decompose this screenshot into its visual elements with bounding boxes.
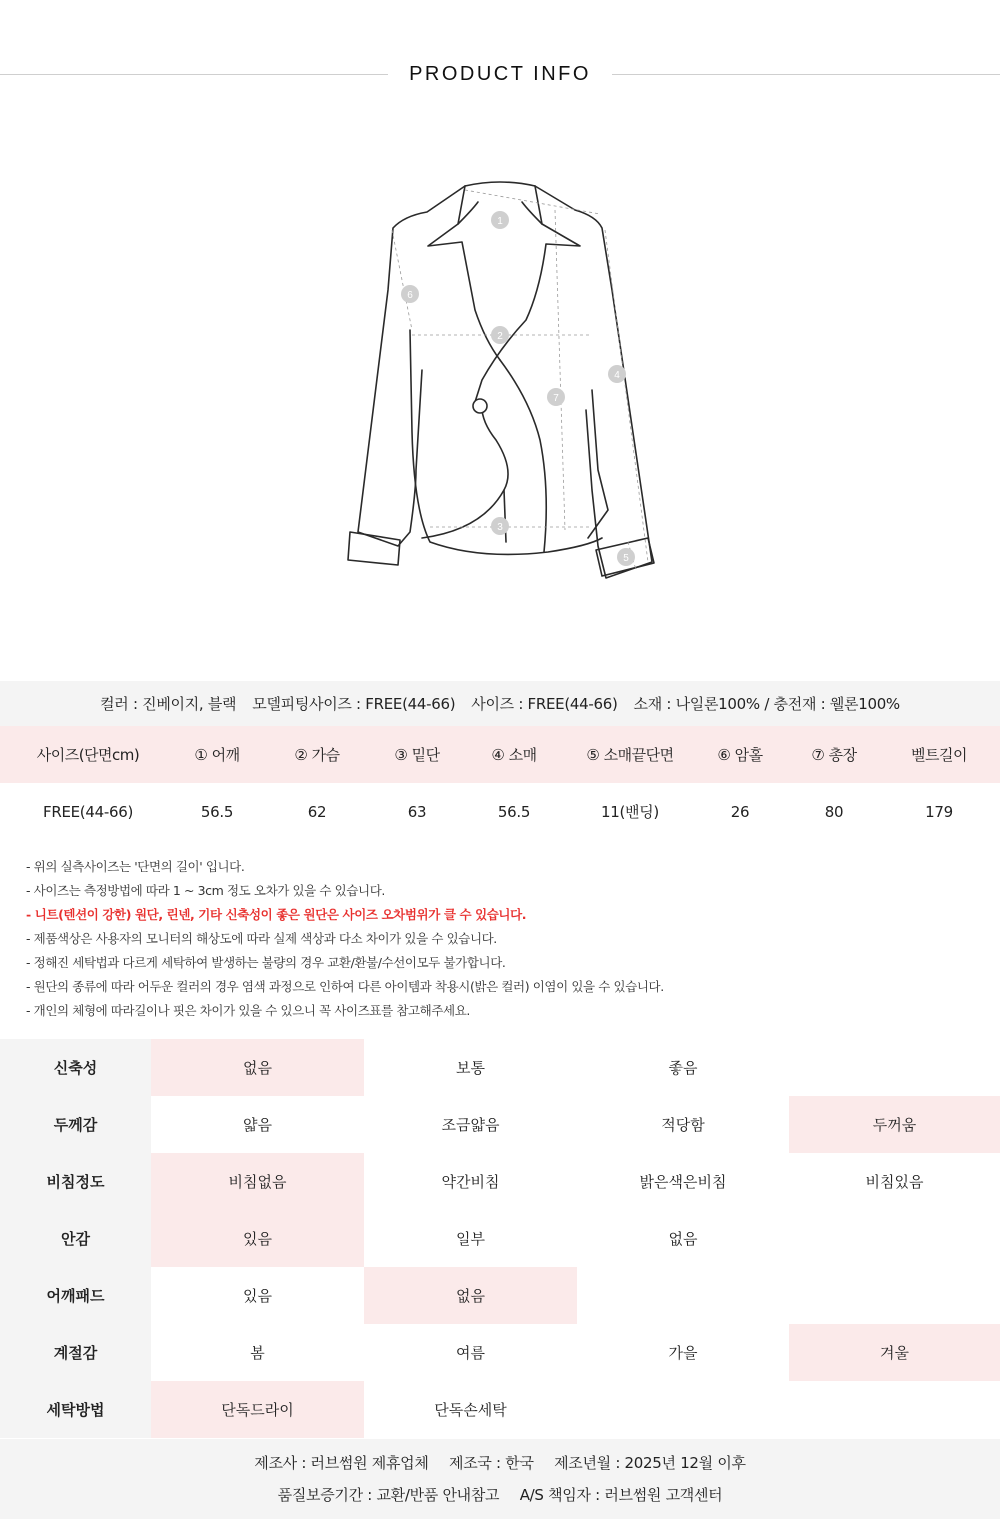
attribute-option: 있음 [151,1267,364,1324]
size-cell: FREE(44-66) [43,802,133,821]
size-cell: 62 [307,802,327,821]
attribute-option: 조금얇음 [364,1096,577,1153]
attribute-option [789,1267,1000,1324]
attribute-option: 없음 [151,1039,364,1096]
note-item: - 원단의 종류에 따라 어두운 컬러의 경우 염색 과정으로 인하여 다른 아이템과 착용시(밝은 컬러) 이염이 있을 수 있습니다. [26,979,664,994]
jacket-illustration [330,170,670,590]
note-item: - 제품색상은 사용자의 모니터의 해상도에 따라 실제 색상과 다소 차이가 있을 수 있습니다. [26,931,497,946]
footer-row-2 [270,1479,731,1511]
info-color: 컬러 : 진베이지, 블랙 [100,695,237,713]
measure-marker-5 [617,548,635,566]
svg-text:2: 2 [497,331,503,342]
size-cell: 179 [925,802,953,821]
size-cell: 56.5 [497,802,531,821]
attribute-option [577,1267,789,1324]
measure-marker-6 [401,285,419,303]
note-item: - 위의 실측사이즈는 '단면의 길이' 입니다. [26,859,245,874]
attribute-label: 계절감 [0,1324,151,1381]
attribute-option: 좋음 [577,1039,789,1096]
attribute-option: 두꺼움 [789,1096,1000,1153]
notes-list [26,855,986,1023]
note-item: - 사이즈는 측정방법에 따라 1 ~ 3cm 정도 오차가 있을 수 있습니다. [26,883,385,898]
measure-marker-4 [608,365,626,383]
note-item-warning: - 니트(텐션이 강한) 원단, 린넨, 기타 신축성이 좋은 원단은 사이즈 오차범위가 클 수 있습니다. [26,907,527,922]
attribute-label: 비침정도 [0,1153,151,1210]
size-cell: 80 [824,802,844,821]
size-header-cell: ③ 밑단 [376,726,458,783]
measure-marker-7 [547,388,565,406]
attribute-row [0,1153,1000,1210]
size-cell: 26 [730,802,750,821]
product-info-header [0,0,1000,150]
measure-marker-2 [491,326,509,344]
attribute-row [0,1039,1000,1096]
page-title: PRODUCT INFO [409,63,591,85]
attribute-option: 밝은색은비침 [577,1153,789,1210]
button-icon [473,399,487,413]
attribute-label: 세탁방법 [0,1381,151,1438]
measure-marker-3 [491,517,509,535]
note-item: - 정해진 세탁법과 다르게 세탁하여 발생하는 불량의 경우 교환/환불/수선이모두 불가합니다. [26,955,506,970]
attribute-label: 어깨패드 [0,1267,151,1324]
product-basic-info [0,681,1000,726]
info-material: 소재 : 나일론100% / 충전재 : 웰론100% [633,695,900,713]
attribute-option: 있음 [151,1210,364,1267]
svg-text:3: 3 [497,522,503,533]
attribute-option: 가을 [577,1324,789,1381]
attribute-label: 두께감 [0,1096,151,1153]
footer-country: 제조국 : 한국 [449,1454,534,1472]
attribute-option [789,1381,1000,1438]
attribute-option: 단독손세탁 [364,1381,577,1438]
header-divider-right [612,74,1000,75]
size-table-header [0,726,1000,783]
attribute-label: 신축성 [0,1039,151,1096]
size-header-cell: ① 어깨 [176,726,258,783]
attribute-option: 봄 [151,1324,364,1381]
size-header-cell: ② 가슴 [258,726,376,783]
attribute-row [0,1381,1000,1438]
footer-warranty: 품질보증기간 : 교환/반품 안내참고 [277,1486,500,1504]
size-cell: 11(밴딩) [601,803,659,821]
size-header-cell: 사이즈(단면cm) [0,726,176,783]
footer-as: A/S 책임자 : 러브썸원 고객센터 [519,1486,723,1504]
svg-text:4: 4 [614,370,620,381]
attribute-option: 보통 [364,1039,577,1096]
attribute-row [0,1267,1000,1324]
size-header-cell: ④ 소매 [458,726,570,783]
attribute-table [0,1039,1000,1438]
svg-text:7: 7 [553,393,559,404]
attribute-option: 일부 [364,1210,577,1267]
size-header-cell: 벨트길이 [878,726,1000,783]
attribute-option: 단독드라이 [151,1381,364,1438]
footer-date: 제조년월 : 2025년 12월 이후 [554,1454,746,1472]
attribute-row [0,1210,1000,1267]
note-item: - 개인의 체형에 따라길이나 핏은 차이가 있을 수 있으니 꼭 사이즈표를 참고해주세요. [26,1003,470,1018]
info-model-size: 모델피팅사이즈 : FREE(44-66) [252,695,456,713]
attribute-option [577,1381,789,1438]
info-size: 사이즈 : FREE(44-66) [471,695,618,713]
svg-text:1: 1 [497,216,503,227]
attribute-row [0,1096,1000,1153]
attribute-option [789,1210,1000,1267]
size-header-cell: ⑥ 암홀 [690,726,790,783]
attribute-option: 없음 [577,1210,789,1267]
attribute-option [789,1039,1000,1096]
size-table [0,726,1000,840]
size-cell: 63 [407,802,427,821]
attribute-option: 비침있음 [789,1153,1000,1210]
attribute-option: 겨울 [789,1324,1000,1381]
footer-maker: 제조사 : 러브썸원 제휴업체 [254,1454,429,1472]
svg-text:6: 6 [407,290,413,301]
attribute-option: 여름 [364,1324,577,1381]
attribute-row [0,1324,1000,1381]
footer-row-1 [246,1447,753,1479]
attribute-option: 약간비침 [364,1153,577,1210]
attribute-option: 적당함 [577,1096,789,1153]
attribute-option: 비침없음 [151,1153,364,1210]
attribute-option: 얇음 [151,1096,364,1153]
attribute-option: 없음 [364,1267,577,1324]
size-header-cell: ⑦ 총장 [790,726,878,783]
attribute-label: 안감 [0,1210,151,1267]
manufacturer-info [0,1439,1000,1519]
size-cell: 56.5 [200,802,234,821]
size-header-cell: ⑤ 소매끝단면 [570,726,690,783]
measure-marker-1 [491,211,509,229]
size-table-row [0,783,1000,840]
svg-text:5: 5 [623,553,629,564]
